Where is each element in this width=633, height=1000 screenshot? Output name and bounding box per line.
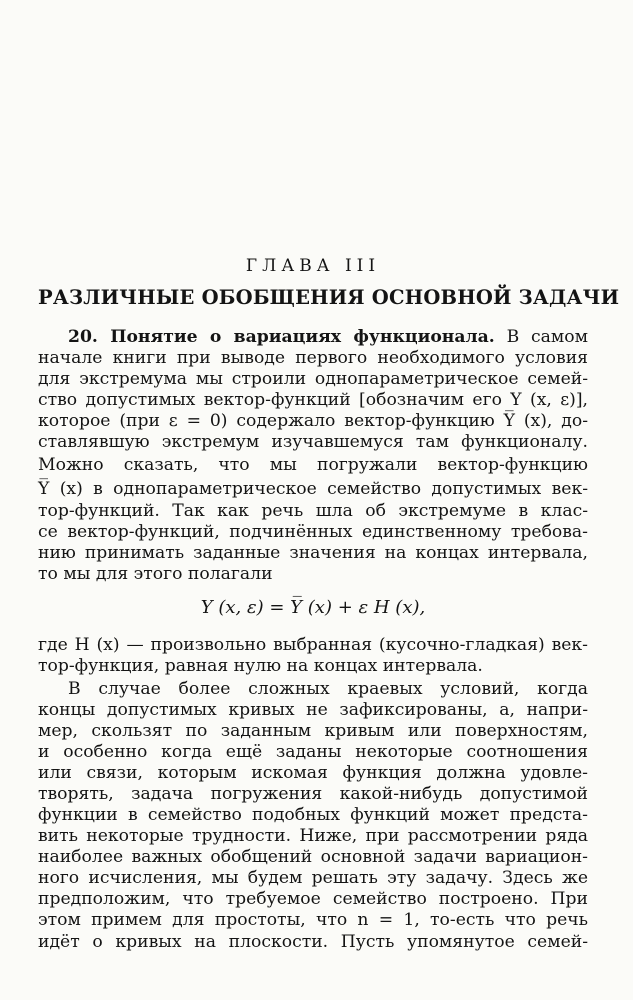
text-line: для экстремума мы строили однопараметрическое семей- <box>38 369 588 389</box>
section-first-line <box>38 327 588 348</box>
text-line: ставлявшую экстремум изучавшемуся там функционалу. <box>38 432 588 452</box>
text-line: предположим, что требуемое семейство построено. При <box>38 889 588 909</box>
text-line: творять, задача погружения какой-нибудь допустимой <box>38 784 588 804</box>
text-line: наиболее важных обобщений основной задачи вариацион- <box>38 847 588 867</box>
section-heading: 20. Понятие о вариациях функционала. <box>68 327 495 347</box>
text-line: которое (при ε = 0) содержало вектор-функцию Y̅ (x), до- <box>38 411 588 431</box>
text-line: вить некоторые трудности. Ниже, при рассмотрении ряда <box>38 826 588 846</box>
text-line: нию принимать заданные значения на концах интервала, <box>38 543 588 563</box>
text-line: этом примем для простоты, что n = 1, то-есть что речь <box>38 910 588 930</box>
text-line: В случае более сложных краевых условий, когда <box>68 679 588 699</box>
formula: Y (x, ε) = Y̅ (x) + ε Η (x), <box>200 597 426 618</box>
text-line: Y̅ (x) в однопараметрическое семейство допустимых век- <box>38 479 588 499</box>
text-line: се вектор-функций, подчинённых единственному требова- <box>38 522 588 542</box>
section-first-line-rest: В самом <box>506 327 589 347</box>
text-line: где Η (x) — произвольно выбранная (кусочно-гладкая) век- <box>38 635 588 655</box>
text-line: или связи, которым искомая функция должна удовле- <box>38 763 588 783</box>
chapter-label: ГЛАВА III <box>245 256 381 276</box>
text-line: ство допустимых вектор-функций [обозначим его Y (x, ε)], <box>38 390 588 410</box>
text-line: Можно сказать, что мы погружали вектор-функцию <box>38 455 588 475</box>
text-line: концы допустимых кривых не зафиксированы, а, напри- <box>38 700 588 720</box>
text-line: функции в семейство подобных функций может предста- <box>38 805 588 825</box>
text-line: идёт о кривых на плоскости. Пусть упомянутое семей- <box>38 932 588 952</box>
text-line: и особенно когда ещё заданы некоторые соотношения <box>38 742 588 762</box>
text-line: ного исчисления, мы будем решать эту задачу. Здесь же <box>38 868 588 888</box>
text-line: мер, скользят по заданным кривым или поверхностям, <box>38 721 588 741</box>
text-line: начале книги при выводе первого необходимого условия <box>38 348 588 368</box>
text-line: то мы для этого полагали <box>38 564 273 584</box>
text-line: тор-функций. Так как речь шла об экстремуме в клас- <box>38 501 588 521</box>
text-line: тор-функция, равная нулю на концах интервала. <box>38 656 483 676</box>
chapter-title: РАЗЛИЧНЫЕ ОБОБЩЕНИЯ ОСНОВНОЙ ЗАДАЧИ <box>38 286 620 309</box>
